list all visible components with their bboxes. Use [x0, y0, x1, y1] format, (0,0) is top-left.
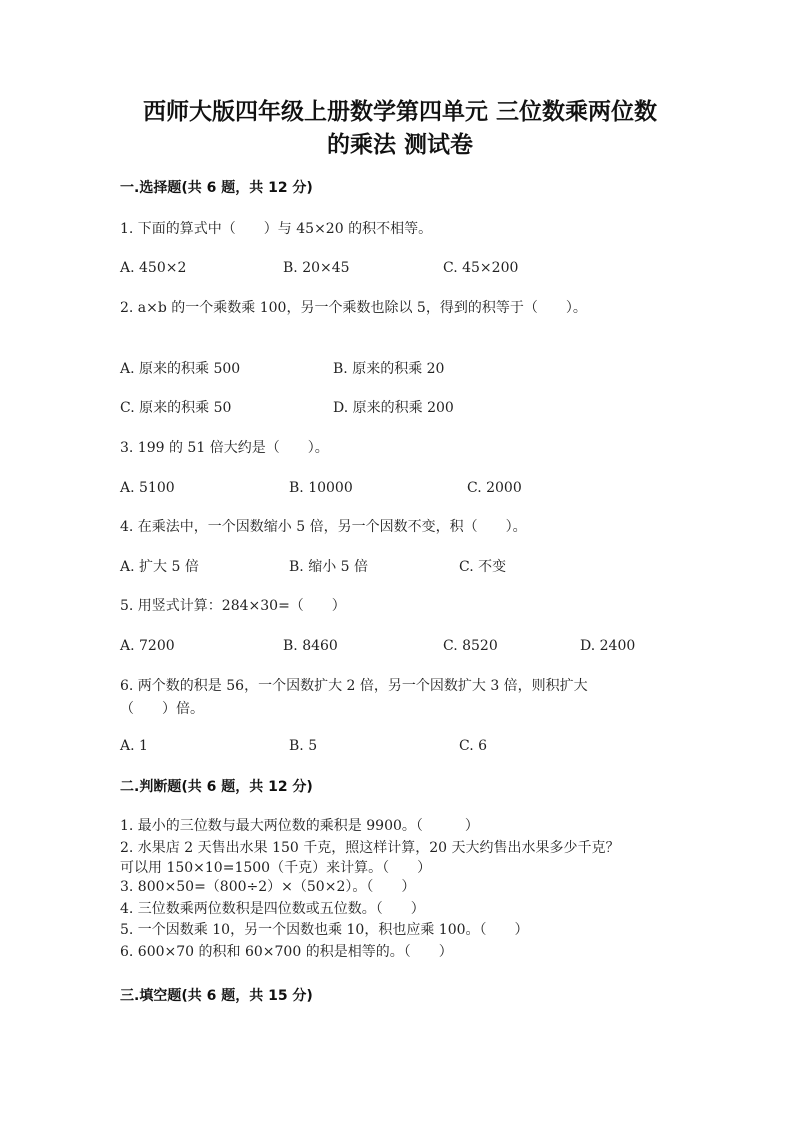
option: C. 8520 [443, 638, 498, 654]
section-heading-choice: 一.选择题(共 6 题，共 12 分) [120, 180, 313, 196]
option: A. 扩大 5 倍 [120, 559, 199, 575]
option: B. 10000 [289, 480, 353, 496]
option: B. 原来的积乘 20 [333, 361, 445, 377]
section-heading-fill: 三.填空题(共 6 题，共 15 分) [120, 988, 313, 1004]
judge-item: 6. 600×70 的积和 60×700 的积是相等的。（ ） [120, 944, 453, 960]
option: B. 缩小 5 倍 [289, 559, 368, 575]
option: C. 45×200 [443, 260, 519, 276]
option: C. 2000 [467, 480, 522, 496]
question-text: 2. a×b 的一个乘数乘 100，另一个乘数也除以 5，得到的积等于（ ）。 [120, 300, 587, 316]
option: D. 2400 [580, 638, 636, 654]
judge-item: 2. 水果店 2 天售出水果 150 千克，照这样计算，20 天大约售出水果多少千克？ [120, 840, 620, 856]
section-heading-judge: 二.判断题(共 6 题，共 12 分) [120, 779, 313, 795]
document-title-line1: 西师大版四年级上册数学第四单元 三位数乘两位数 [142, 99, 657, 125]
document-title-line2: 的乘法 测试卷 [326, 132, 473, 158]
option: A. 1 [120, 738, 148, 754]
option: B. 5 [289, 738, 318, 754]
option: D. 原来的积乘 200 [333, 400, 454, 416]
option: B. 8460 [283, 638, 338, 654]
judge-item: 4. 三位数乘两位数积是四位数或五位数。（ ） [120, 901, 425, 917]
option: A. 7200 [120, 638, 175, 654]
option: C. 不变 [459, 559, 507, 575]
question-text: 6. 两个数的积是 56，一个因数扩大 2 倍，另一个因数扩大 3 倍，则积扩大 [120, 678, 588, 694]
option: A. 5100 [120, 480, 175, 496]
option: B. 20×45 [283, 260, 350, 276]
question-text-cont: （ ）倍。 [120, 701, 204, 717]
option: C. 原来的积乘 50 [120, 400, 232, 416]
judge-item: 1. 最小的三位数与最大两位数的乘积是 9900。（ ） [120, 818, 479, 834]
question-text: 4. 在乘法中，一个因数缩小 5 倍，另一个因数不变，积（ ）。 [120, 519, 527, 535]
option: C. 6 [459, 738, 488, 754]
question-text: 3. 199 的 51 倍大约是（ ）。 [120, 440, 329, 456]
judge-item-cont: 可以用 150×10=1500（千克）来计算。（ ） [120, 860, 432, 876]
question-text: 5. 用竖式计算：284×30=（ ） [120, 598, 346, 614]
judge-item: 5. 一个因数乘 10，另一个因数也乘 10，积也应乘 100。（ ） [120, 922, 529, 938]
option: A. 原来的积乘 500 [120, 361, 241, 377]
option: A. 450×2 [120, 260, 187, 276]
question-text: 1. 下面的算式中（ ）与 45×20 的积不相等。 [120, 221, 433, 237]
judge-item: 3. 800×50=（800÷2）×（50×2）。（ ） [120, 879, 416, 895]
